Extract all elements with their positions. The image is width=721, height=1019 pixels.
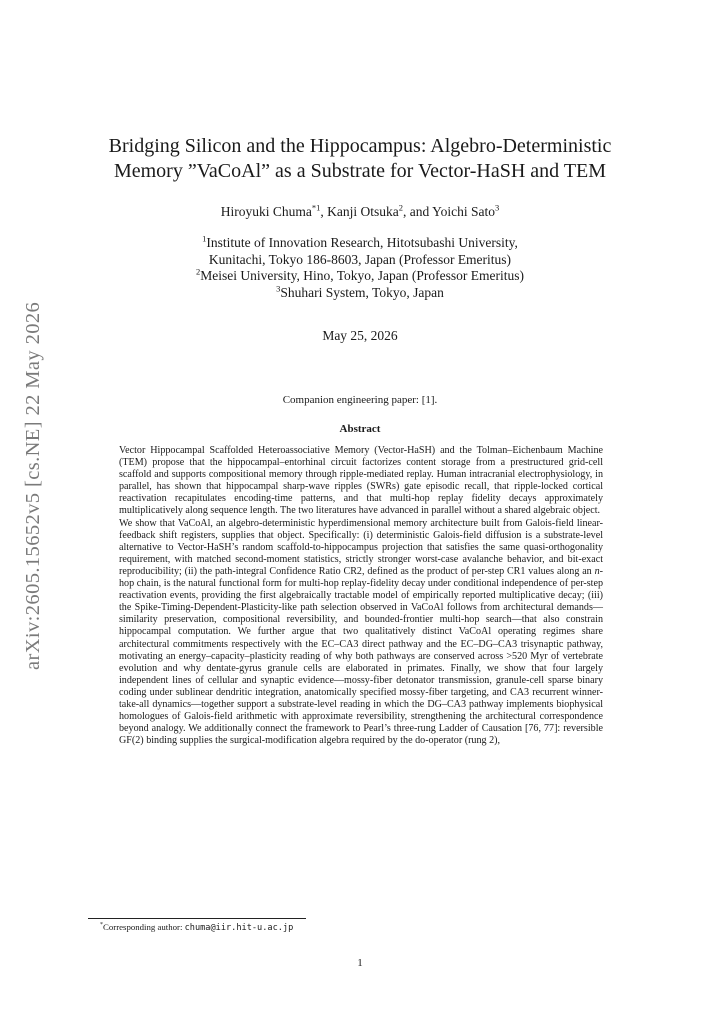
- affiliations: [120, 235, 600, 302]
- affiliation-text: Shuhari System, Tokyo, Japan: [280, 285, 444, 301]
- affiliation-text: Institute of Innovation Research, Hitotsubashi University,: [206, 235, 518, 250]
- author-list: [120, 203, 600, 220]
- title-line-1: Bridging Silicon and the Hippocampus: Algebro-Deterministic: [108, 135, 612, 157]
- author-name: Hiroyuki Chuma: [220, 204, 312, 219]
- author-mark: 3: [494, 202, 500, 213]
- paper-title: [80, 134, 640, 184]
- abstract-text: We show that VaCoAl, an algebro-deterministic hyperdimensional memory architecture built from Galois-field linear-feedback shift registers, supplies that object. Specifically: (i) deterministic Galois-field diffusion is a substrate-level alternative to Vector-HaSH’s random scaffold-to-hippocampus projection that satisfies the same quasi-orthogonality requirement, with matched second-moment statistics, strictly stronger worst-case avalanche behavior, and bit-exact reproducibility; (ii) the path-integral Confidence Ratio CR2, defined as the product of per-step CR1 values along an: [119, 517, 603, 577]
- author-separator: ,: [320, 204, 328, 219]
- affiliation-1-cont: Kunitachi, Tokyo 186-8603, Japan (Professor Emeritus): [208, 251, 512, 267]
- abstract-heading: Abstract: [339, 423, 381, 435]
- affiliation-1: [120, 235, 600, 252]
- abstract-paragraph-2: [119, 518, 603, 748]
- affiliation-mark: 3: [276, 283, 281, 294]
- affiliation-mark: 1: [202, 233, 207, 244]
- affiliation-2: [120, 268, 600, 285]
- math-variable: n: [594, 565, 600, 577]
- footnote-mark: *: [100, 922, 103, 929]
- arxiv-identifier: arXiv:2605.15652v5 [cs.NE] 22 May 2026: [22, 301, 44, 670]
- abstract-paragraph-1: Vector Hippocampal Scaffolded Heteroassociative Memory (Vector-HaSH) and the Tolman–Eichenbaum Machine (TEM) propose that the hippocampal–entorhinal circuit factorizes content storage from a prestructured grid-cell scaffold and supports compositional memory through ripple-mediated replay. Human intracranial electrophysiology, in parallel, has shown that hippocampal sharp-wave ripples (SWRs) gate episodic recall, that ripple-locked cortical reactivation recapitulates encoding-time patterns, and that multi-hop replay fidelity decays approximately multiplicatively along sequence length. The two literatures have advanced in parallel without a shared algebraic object.: [119, 445, 603, 517]
- page-number: 1: [357, 957, 363, 969]
- author-mark: 2: [398, 202, 404, 213]
- author-name: Yoichi Sato: [432, 204, 495, 219]
- footnote-text: Corresponding author:: [103, 922, 185, 932]
- footnote-divider: [88, 918, 306, 919]
- author-mark: *1: [311, 202, 321, 213]
- author-email-link[interactable]: chuma@iir.hit-u.ac.jp: [184, 923, 294, 933]
- companion-note: Companion engineering paper: [1].: [282, 394, 438, 406]
- affiliation-text: Meisei University, Hino, Tokyo, Japan (Professor Emeritus): [200, 268, 524, 284]
- affiliation-mark: 2: [195, 266, 201, 277]
- footnote: [100, 922, 600, 933]
- affiliation-3: [120, 285, 600, 302]
- publication-date: May 25, 2026: [322, 328, 398, 343]
- abstract-text: -hop chain, is the natural functional form for multi-hop replay-fidelity decay under conditional independence of per-step reactivation events, providing the first algebraically tractable model of empirically reported multiplicative decay; (iii) the Spike-Timing-Dependent-Plasticity-like path selection observed in VaCoAl follows from architectural demands—similarity preservation, compositional reversibility, and bounded-frontier multi-hop search—that also constrain hippocampal computation. We further argue that two qualitatively distinct VaCoAl operating regimes share architectural commitments respectively with the EC–CA3 direct pathway and the EC–DG–CA3 trisynaptic pathway, motivating an energy–capacity–plasticity reading of why both pathways are conserved across >520 Myr of vertebrate evolution and why dentate-gyrus granule cells are elaborated in primates. Finally, we show that four largely independent lines of cellular and synaptic evidence—mossy-fiber detonator transmission, granule-cell sparse binary coding under sublinear dendritic integration, anatomically specified mossy-fiber targeting, and CA3 recurrent winner-take-all dynamics—together support a substrate-level reading in which the DG–CA3 pathway implements biophysical homologues of Galois-field arithmetic with approximate reversibility, strengthening the architectural correspondence beyond analogy. We additionally connect the framework to Pearl’s three-rung Ladder of Causation [76, 77]: reversible GF(2) binding supplies the surgical-modification algebra required by the do-operator (rung 2),: [119, 565, 603, 747]
- author-separator: , and: [403, 204, 433, 219]
- title-line-2: Memory ”VaCoAl” as a Substrate for Vector-HaSH and TEM: [113, 160, 607, 182]
- abstract-body: [119, 445, 603, 747]
- author-name: Kanji Otsuka: [327, 204, 399, 219]
